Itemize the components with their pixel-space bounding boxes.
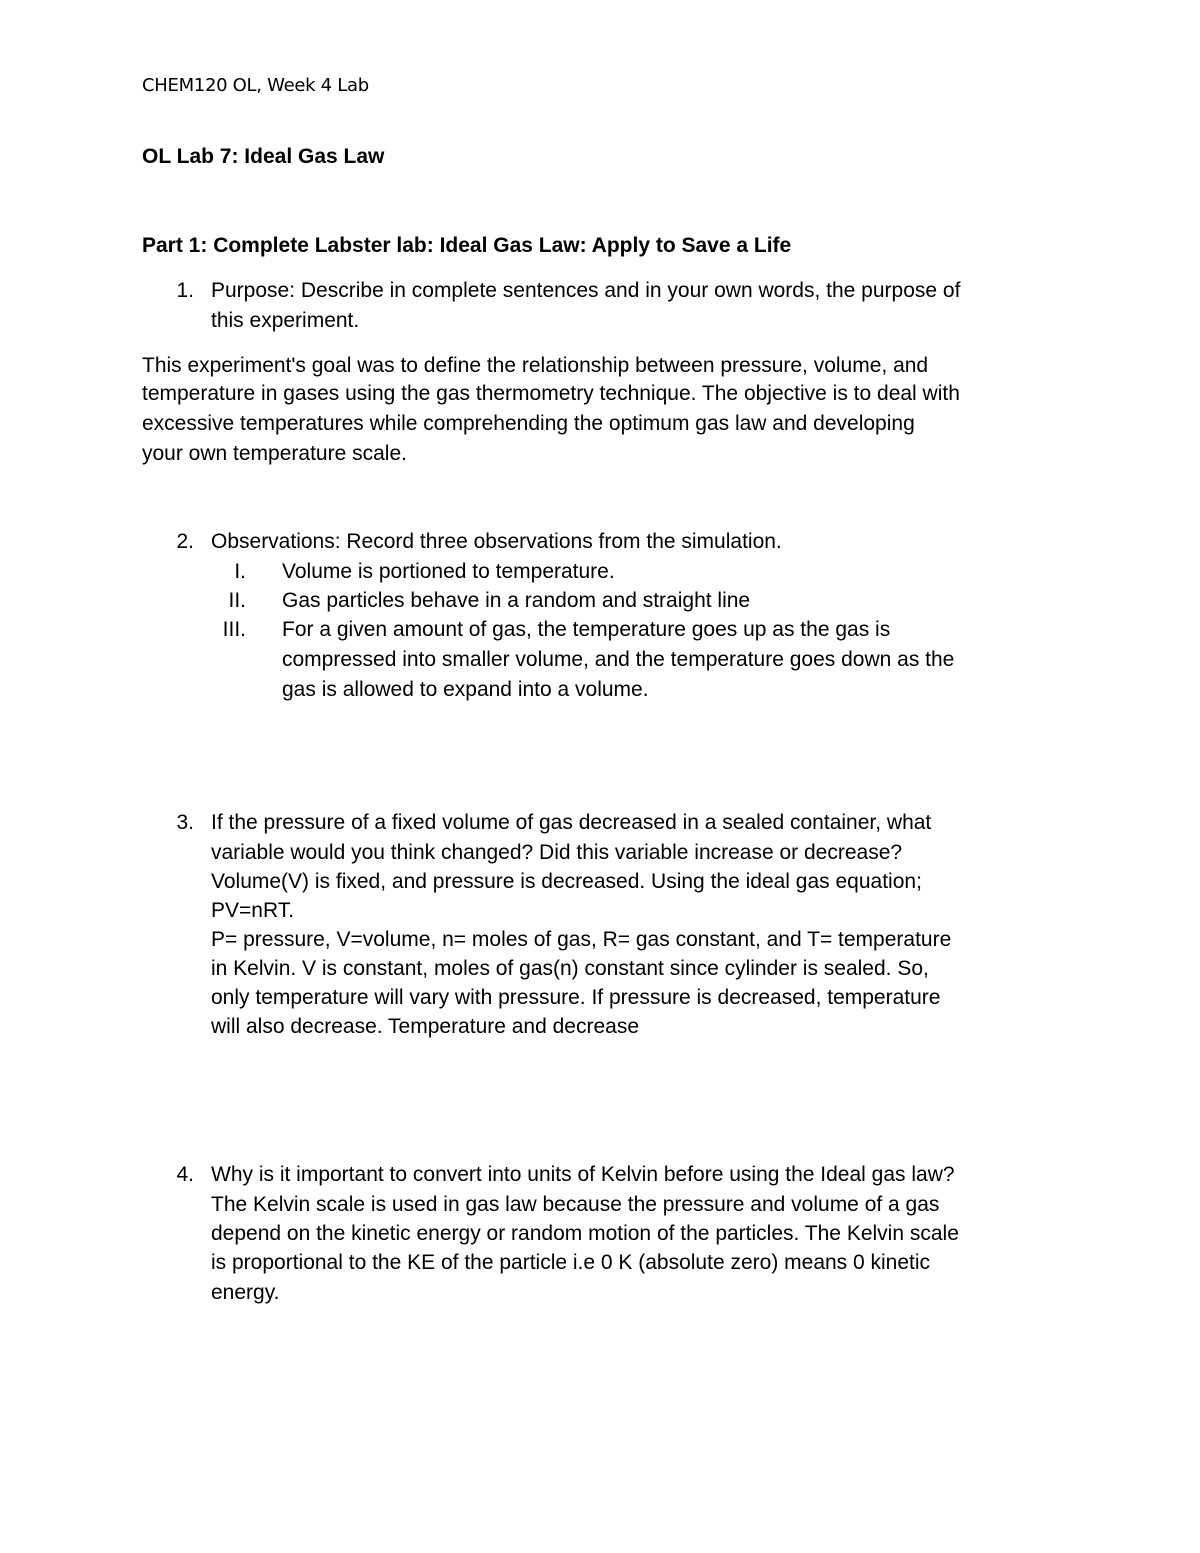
- observation-line: For a given amount of gas, the temperature goes up as the gas is: [282, 618, 891, 641]
- question-line: this experiment.: [211, 309, 360, 332]
- answer-line: energy.: [211, 1281, 280, 1304]
- answer-line: This experiment's goal was to define the relationship between pressure, volume, and: [142, 354, 929, 377]
- answer-line: PV=nRT.: [211, 899, 295, 922]
- question-line: If the pressure of a fixed volume of gas decreased in a sealed container, what: [211, 811, 932, 834]
- question-number: 2.: [176, 530, 194, 553]
- question-line: Purpose: Describe in complete sentences and in your own words, the purpose of: [211, 279, 961, 302]
- question-line: Observations: Record three observations from the simulation.: [211, 530, 782, 553]
- roman-numeral: III.: [222, 618, 246, 641]
- answer-line: only temperature will vary with pressure. If pressure is decreased, temperature: [211, 986, 941, 1009]
- question-line: Why is it important to convert into units of Kelvin before using the Ideal gas law?: [211, 1163, 955, 1186]
- lab-title: OL Lab 7: Ideal Gas Law: [142, 145, 385, 168]
- answer-line: is proportional to the KE of the particle i.e 0 K (absolute zero) means 0 kinetic: [211, 1251, 931, 1274]
- question-number: 3.: [176, 811, 194, 834]
- question-number: 1.: [176, 279, 194, 302]
- observation-line: Volume is portioned to temperature.: [282, 560, 615, 583]
- question-number: 4.: [176, 1163, 194, 1186]
- observation-line: compressed into smaller volume, and the temperature goes down as the: [282, 648, 955, 671]
- answer-line: The Kelvin scale is used in gas law because the pressure and volume of a gas: [211, 1193, 940, 1216]
- answer-line: Volume(V) is fixed, and pressure is decreased. Using the ideal gas equation;: [211, 870, 922, 893]
- answer-line: your own temperature scale.: [142, 442, 407, 465]
- document-header: CHEM120 OL, Week 4 Lab: [142, 75, 369, 96]
- answer-line: temperature in gases using the gas thermometry technique. The objective is to deal with: [142, 382, 960, 405]
- answer-line: in Kelvin. V is constant, moles of gas(n) constant since cylinder is sealed. So,: [211, 957, 929, 980]
- answer-line: depend on the kinetic energy or random motion of the particles. The Kelvin scale: [211, 1222, 959, 1245]
- observation-line: gas is allowed to expand into a volume.: [282, 678, 649, 701]
- roman-numeral: I.: [234, 560, 246, 583]
- answer-line: P= pressure, V=volume, n= moles of gas, R= gas constant, and T= temperature: [211, 928, 952, 951]
- question-line: variable would you think changed? Did this variable increase or decrease?: [211, 841, 903, 864]
- answer-line: excessive temperatures while comprehending the optimum gas law and developing: [142, 412, 915, 435]
- roman-numeral: II.: [228, 589, 246, 612]
- part-1-heading: Part 1: Complete Labster lab: Ideal Gas Law: Apply to Save a Life: [142, 234, 792, 257]
- answer-line: will also decrease. Temperature and decrease: [211, 1015, 640, 1038]
- observation-line: Gas particles behave in a random and straight line: [282, 589, 751, 612]
